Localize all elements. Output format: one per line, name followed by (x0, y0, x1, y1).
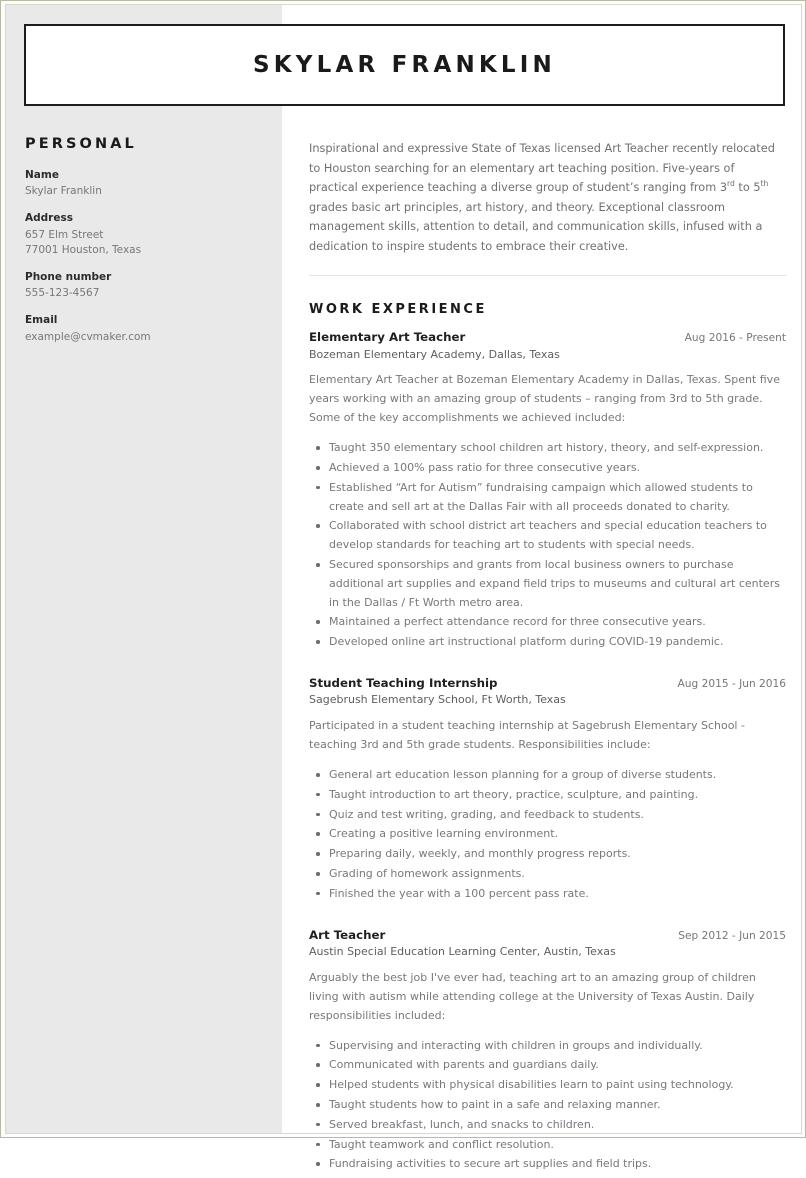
summary-superscript-5th: th (760, 179, 769, 189)
job-bullet-item: Taught students how to paint in a safe and relaxing manner. (327, 1096, 786, 1115)
job-bullet-item: Creating a positive learning environment. (327, 825, 786, 844)
resume-page-inner (5, 4, 802, 1171)
job-bullet-item: Achieved a 100% pass ratio for three consecutive years. (327, 459, 786, 478)
job-bullet-item: Preparing daily, weekly, and monthly progress reports. (327, 845, 786, 864)
job-description: Participated in a student teaching internship at Sagebrush Elementary School - teaching 3rd and 5th grade students. Responsibilities include: (309, 719, 745, 752)
personal-fields-list (25, 168, 260, 345)
job-bullet-item: Collaborated with school district art teachers and special education teachers to develop standards for teaching art to students with special needs. (327, 517, 786, 555)
summary-part-1: Inspirational and expressive State of Texas licensed Art Teacher recently relocated to Houston searching for an elementary art teaching position. Five-years of practical experience teaching a diverse group of student’s ranging from 3 (309, 142, 775, 195)
personal-field-value: example@cvmaker.com (25, 330, 151, 343)
job-bullet-item: Grading of homework assignments. (327, 865, 786, 884)
job-bullet-item: Secured sponsorships and grants from local business owners to purchase additional art supplies and expand field trips to museums and cultural art centers in the Dallas / Ft Worth metro area. (327, 556, 786, 612)
job-header-row (309, 928, 786, 943)
job-spacer (309, 656, 786, 676)
job-header-row (309, 676, 786, 691)
job-bullet-list (309, 1037, 786, 1175)
candidate-name: SKYLAR FRANKLIN (253, 52, 556, 78)
job-company: Bozeman Elementary Academy, Dallas, Texas (309, 347, 560, 361)
personal-field (25, 270, 260, 301)
personal-field (25, 168, 260, 199)
job-bullet-item: Taught 350 elementary school children art history, theory, and self-expression. (327, 439, 786, 458)
job-company: Austin Special Education Learning Center, Austin, Texas (309, 944, 616, 958)
job-dates: Aug 2015 - Jun 2016 (677, 677, 786, 690)
job-bullet-item: Communicated with parents and guardians daily. (327, 1056, 786, 1075)
main-column (309, 139, 786, 1178)
job-bullet-item: Taught introduction to art theory, practice, sculpture, and painting. (327, 786, 786, 805)
job-bullet-item: Developed online art instructional platform during COVID-19 pandemic. (327, 633, 786, 652)
job-bullet-item: General art education lesson planning for a group of diverse students. (327, 766, 786, 785)
job-header-row (309, 330, 786, 345)
job-description: Elementary Art Teacher at Bozeman Elementary Academy in Dallas, Texas. Spent five years working with an amazing group of students – ranging from 3rd to 5th grade. Some of the key accomplishments we achieved included: (309, 373, 780, 425)
personal-field (25, 313, 260, 344)
personal-field-label: Email (25, 314, 58, 327)
job-title: Student Teaching Internship (309, 675, 498, 690)
job-bullet-item: Finished the year with a 100 percent pass rate. (327, 885, 786, 904)
name-header-box (24, 24, 785, 106)
summary-part-3: grades basic art principles, art history, and theory. Exceptional classroom management skills, attention to detail, and communication skills, infused with a dedication to inspire students to embrace their creative. (309, 200, 763, 253)
job-title: Elementary Art Teacher (309, 330, 466, 345)
job-company: Sagebrush Elementary School, Ft Worth, Texas (309, 693, 566, 707)
job-entry (309, 330, 786, 652)
work-experience-list (309, 330, 786, 1174)
summary-part-2: to 5 (734, 181, 761, 195)
job-bullet-list (309, 439, 786, 652)
job-bullet-item: Maintained a perfect attendance record for three consecutive years. (327, 613, 786, 632)
professional-summary (309, 139, 786, 256)
job-bullet-item: Helped students with physical disabilities learn to paint using technology. (327, 1076, 786, 1095)
job-title: Art Teacher (309, 927, 386, 942)
job-bullet-item: Supervising and interacting with children in groups and individually. (327, 1037, 786, 1056)
personal-sidebar (25, 136, 260, 357)
personal-field-value: 77001 Houston, Texas (25, 243, 142, 256)
personal-field-value: 657 Elm Street (25, 228, 104, 241)
job-entry (309, 928, 786, 1175)
job-entry (309, 676, 786, 904)
job-dates: Sep 2012 - Jun 2015 (678, 929, 786, 942)
job-bullet-list (309, 766, 786, 904)
job-bullet-item: Established “Art for Autism” fundraising campaign which allowed students to create and sell art at the Dallas Fair with all proceeds donated to charity. (327, 479, 786, 517)
personal-field-value: Skylar Franklin (25, 185, 102, 198)
job-bullet-item: Taught teamwork and conflict resolution. (327, 1136, 786, 1155)
job-bullet-item: Served breakfast, lunch, and snacks to children. (327, 1116, 786, 1135)
personal-field (25, 211, 260, 258)
personal-section-heading: PERSONAL (25, 136, 137, 152)
summary-superscript-3rd: rd (727, 179, 735, 189)
summary-divider (309, 275, 786, 276)
personal-field-label: Name (25, 169, 59, 181)
job-bullet-item: Fundraising activities to secure art supplies and field trips. (327, 1155, 786, 1174)
job-bullet-item: Quiz and test writing, grading, and feedback to students. (327, 806, 786, 825)
personal-field-label: Phone number (25, 271, 112, 283)
personal-field-label: Address (25, 212, 73, 225)
personal-field-value: 555-123-4567 (25, 287, 100, 300)
job-spacer (309, 908, 786, 928)
job-dates: Aug 2016 - Present (684, 332, 786, 345)
work-experience-heading: WORK EXPERIENCE (309, 302, 487, 318)
job-description: Arguably the best job I've ever had, teaching art to an amazing group of children living with autism while attending college at the University of Texas Austin. Daily responsibilities included: (309, 970, 756, 1022)
